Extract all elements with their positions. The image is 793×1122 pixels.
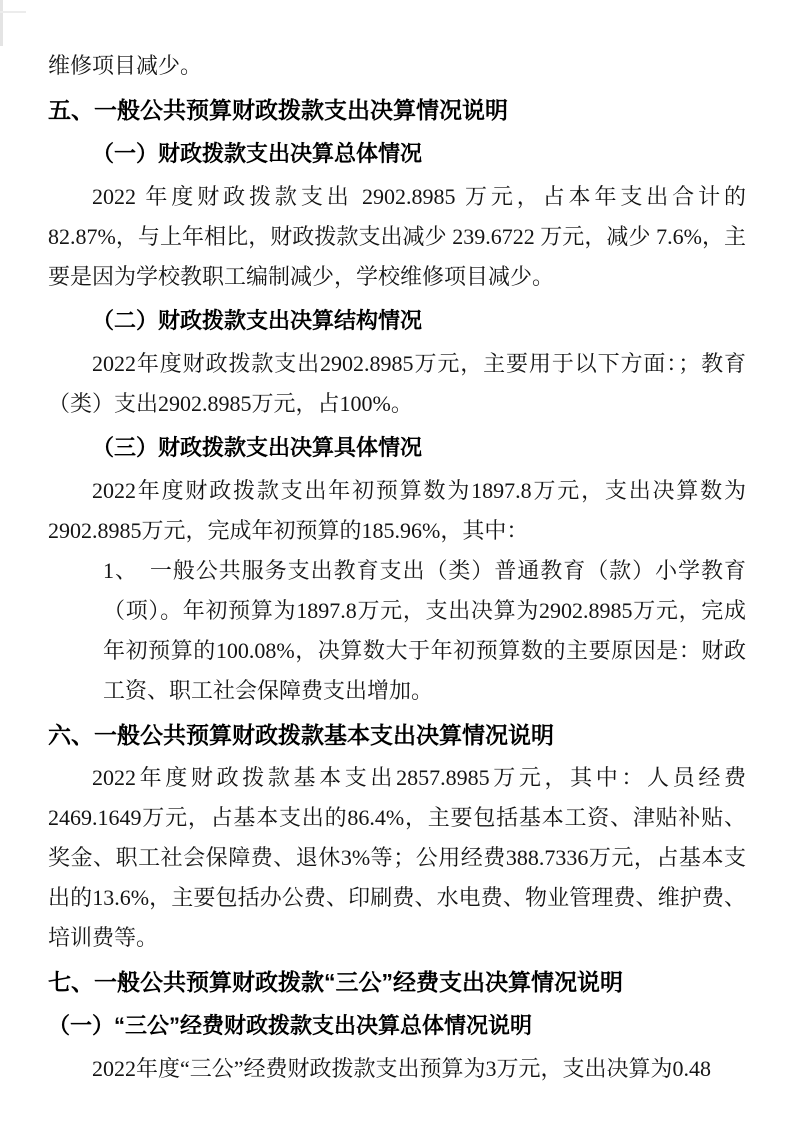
heading-section-7: 七、一般公共预算财政拨款“三公”经费支出决算情况说明 — [48, 969, 623, 995]
paragraph-5-3-detail: 2022年度财政拨款支出年初预算数为1897.8万元，支出决算数为2902.8985万元，完成年初预算的185.96%，其中： — [48, 478, 746, 543]
paragraph-5-2-structure: 2022年度财政拨款支出2902.8985万元，主要用于以下方面：；教育（类）支出2902.8985万元，占100%。 — [48, 351, 746, 416]
paragraph-5-1-overall: 2022 年度财政拨款支出 2902.8985 万元，占本年支出合计的 82.87%，与上年相比，财政拨款支出减少 239.6722 万元，减少 7.6%，主要是因为学校教职工编制减少，学校维修项目减少。 — [48, 184, 746, 289]
heading-section-6: 六、一般公共预算财政拨款基本支出决算情况说明 — [48, 722, 554, 748]
scan-edge-artifact-horizontal — [0, 11, 26, 13]
subheading-7-1: （一）“三公”经费财政拨款支出决算总体情况说明 — [48, 1013, 533, 1038]
paragraph-7-1-three-public: 2022年度“三公”经费财政拨款支出预算为3万元，支出决算为0.48 — [92, 1056, 712, 1081]
continuation-paragraph: 维修项目减少。 — [48, 53, 203, 78]
subheading-5-2: （二）财政拨款支出决算结构情况 — [92, 308, 423, 333]
heading-section-5: 五、一般公共预算财政拨款支出决算情况说明 — [48, 97, 508, 123]
paragraph-6-basic-expenditure: 2022年度财政拨款基本支出2857.8985万元，其中：人员经费2469.1649万元，占基本支出的86.4%，主要包括基本工资、津贴补贴、奖金、职工社会保障费、退休3%等；公用经费388.7336万元，占基本支出的13.6%，主要包括办公费、印刷费、水电费、物业管理费、维护费、培训费等。 — [48, 765, 746, 950]
subheading-5-1: （一）财政拨款支出决算总体情况 — [92, 141, 423, 166]
scan-edge-artifact-vertical — [0, 0, 3, 46]
subheading-5-3: （三）财政拨款支出决算具体情况 — [92, 435, 423, 460]
numbered-item-1: 1、 一般公共服务支出教育支出（类）普通教育（款）小学教育（项）。年初预算为1897.8万元，支出决算为2902.8985万元，完成年初预算的100.08%，决算数大于年初预算数的主要原因是：财政工资、职工社会保障费支出增加。 — [103, 558, 746, 703]
